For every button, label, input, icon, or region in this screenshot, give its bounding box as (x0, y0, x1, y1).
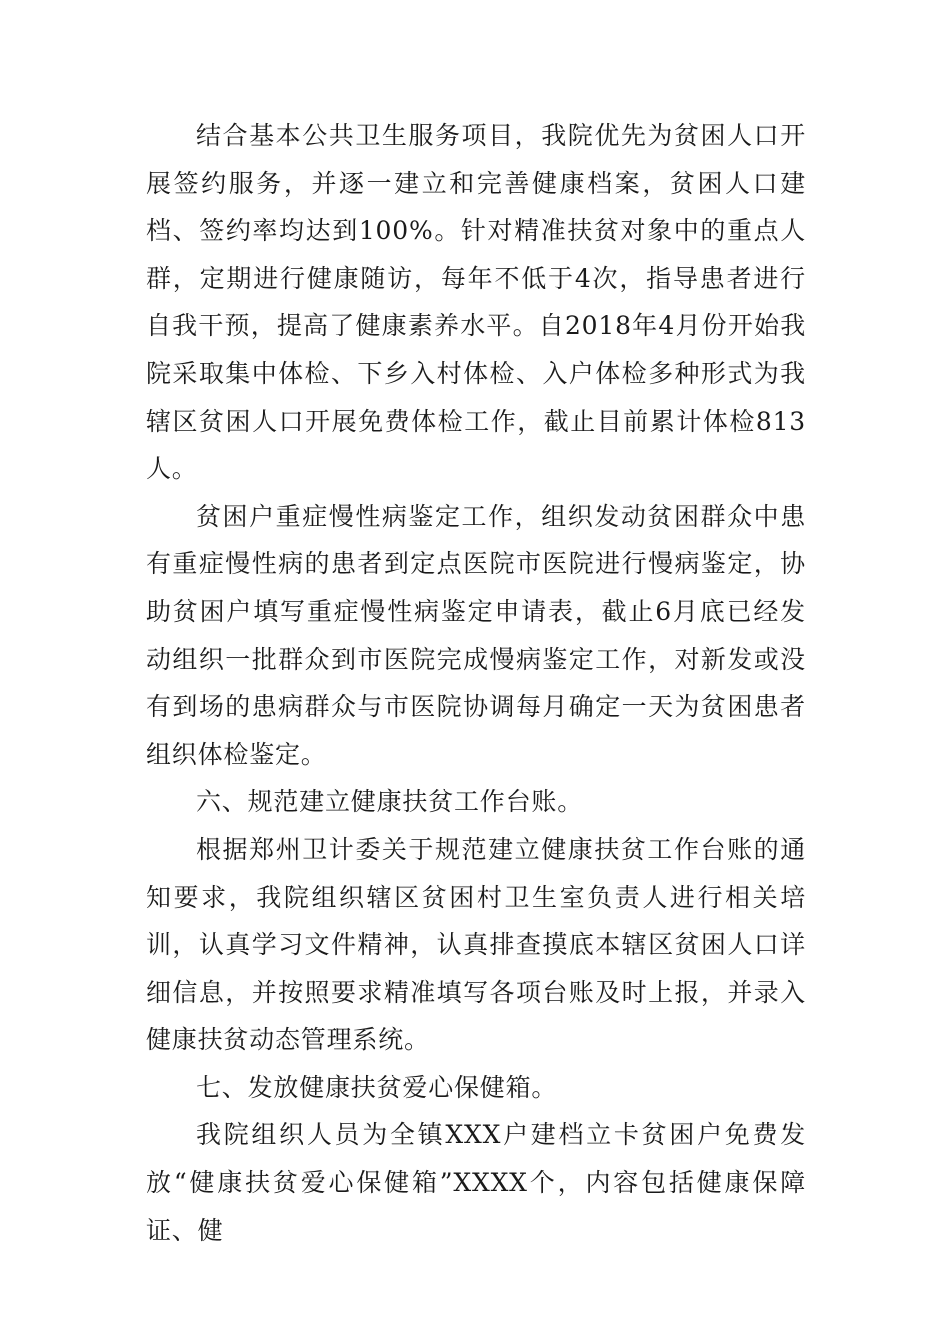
document-body (146, 112, 806, 1254)
paragraph-ledger: 根据郑州卫计委关于规范建立健康扶贫工作台账的通知要求，我院组织辖区贫困村卫生室负责人进行相关培训，认真学习文件精神，认真排查摸底本辖区贫困人口详细信息，并按照要求精准填写各项台账及时上报，并录入健康扶贫动态管理系统。 (146, 834, 806, 1055)
paragraph-health-records: 结合基本公共卫生服务项目，我院优先为贫困人口开展签约服务，并逐一建立和完善健康档案，贫困人口建档、签约率均达到100%。针对精准扶贫对象中的重点人群，定期进行健康随访，每年不低于4次，指导患者进行自我干预，提高了健康素养水平。自2018年4月份开始我院采取集中体检、下乡入村体检、入户体检多种形式为我辖区贫困人口开展免费体检工作，截止目前累计体检813人。 (146, 121, 806, 484)
section-heading-6: 六、规范建立健康扶贫工作台账。 (196, 787, 584, 817)
paragraph-health-kit: 我院组织人员为全镇XXX户建档立卡贫困户免费发放“健康扶贫爱心保健箱”XXXX个，内容包括健康保障证、健 (146, 1120, 806, 1245)
section-heading-7: 七、发放健康扶贫爱心保健箱。 (196, 1072, 558, 1102)
paragraph-chronic-disease: 贫困户重症慢性病鉴定工作，组织发动贫困群众中患有重症慢性病的患者到定点医院市医院进行慢病鉴定，协助贫困户填写重症慢性病鉴定申请表，截止6月底已经发动组织一批群众到市医院完成慢病鉴定工作，对新发或没有到场的患病群众与市医院协调每月确定一天为贫困患者组织体检鉴定。 (146, 501, 806, 769)
